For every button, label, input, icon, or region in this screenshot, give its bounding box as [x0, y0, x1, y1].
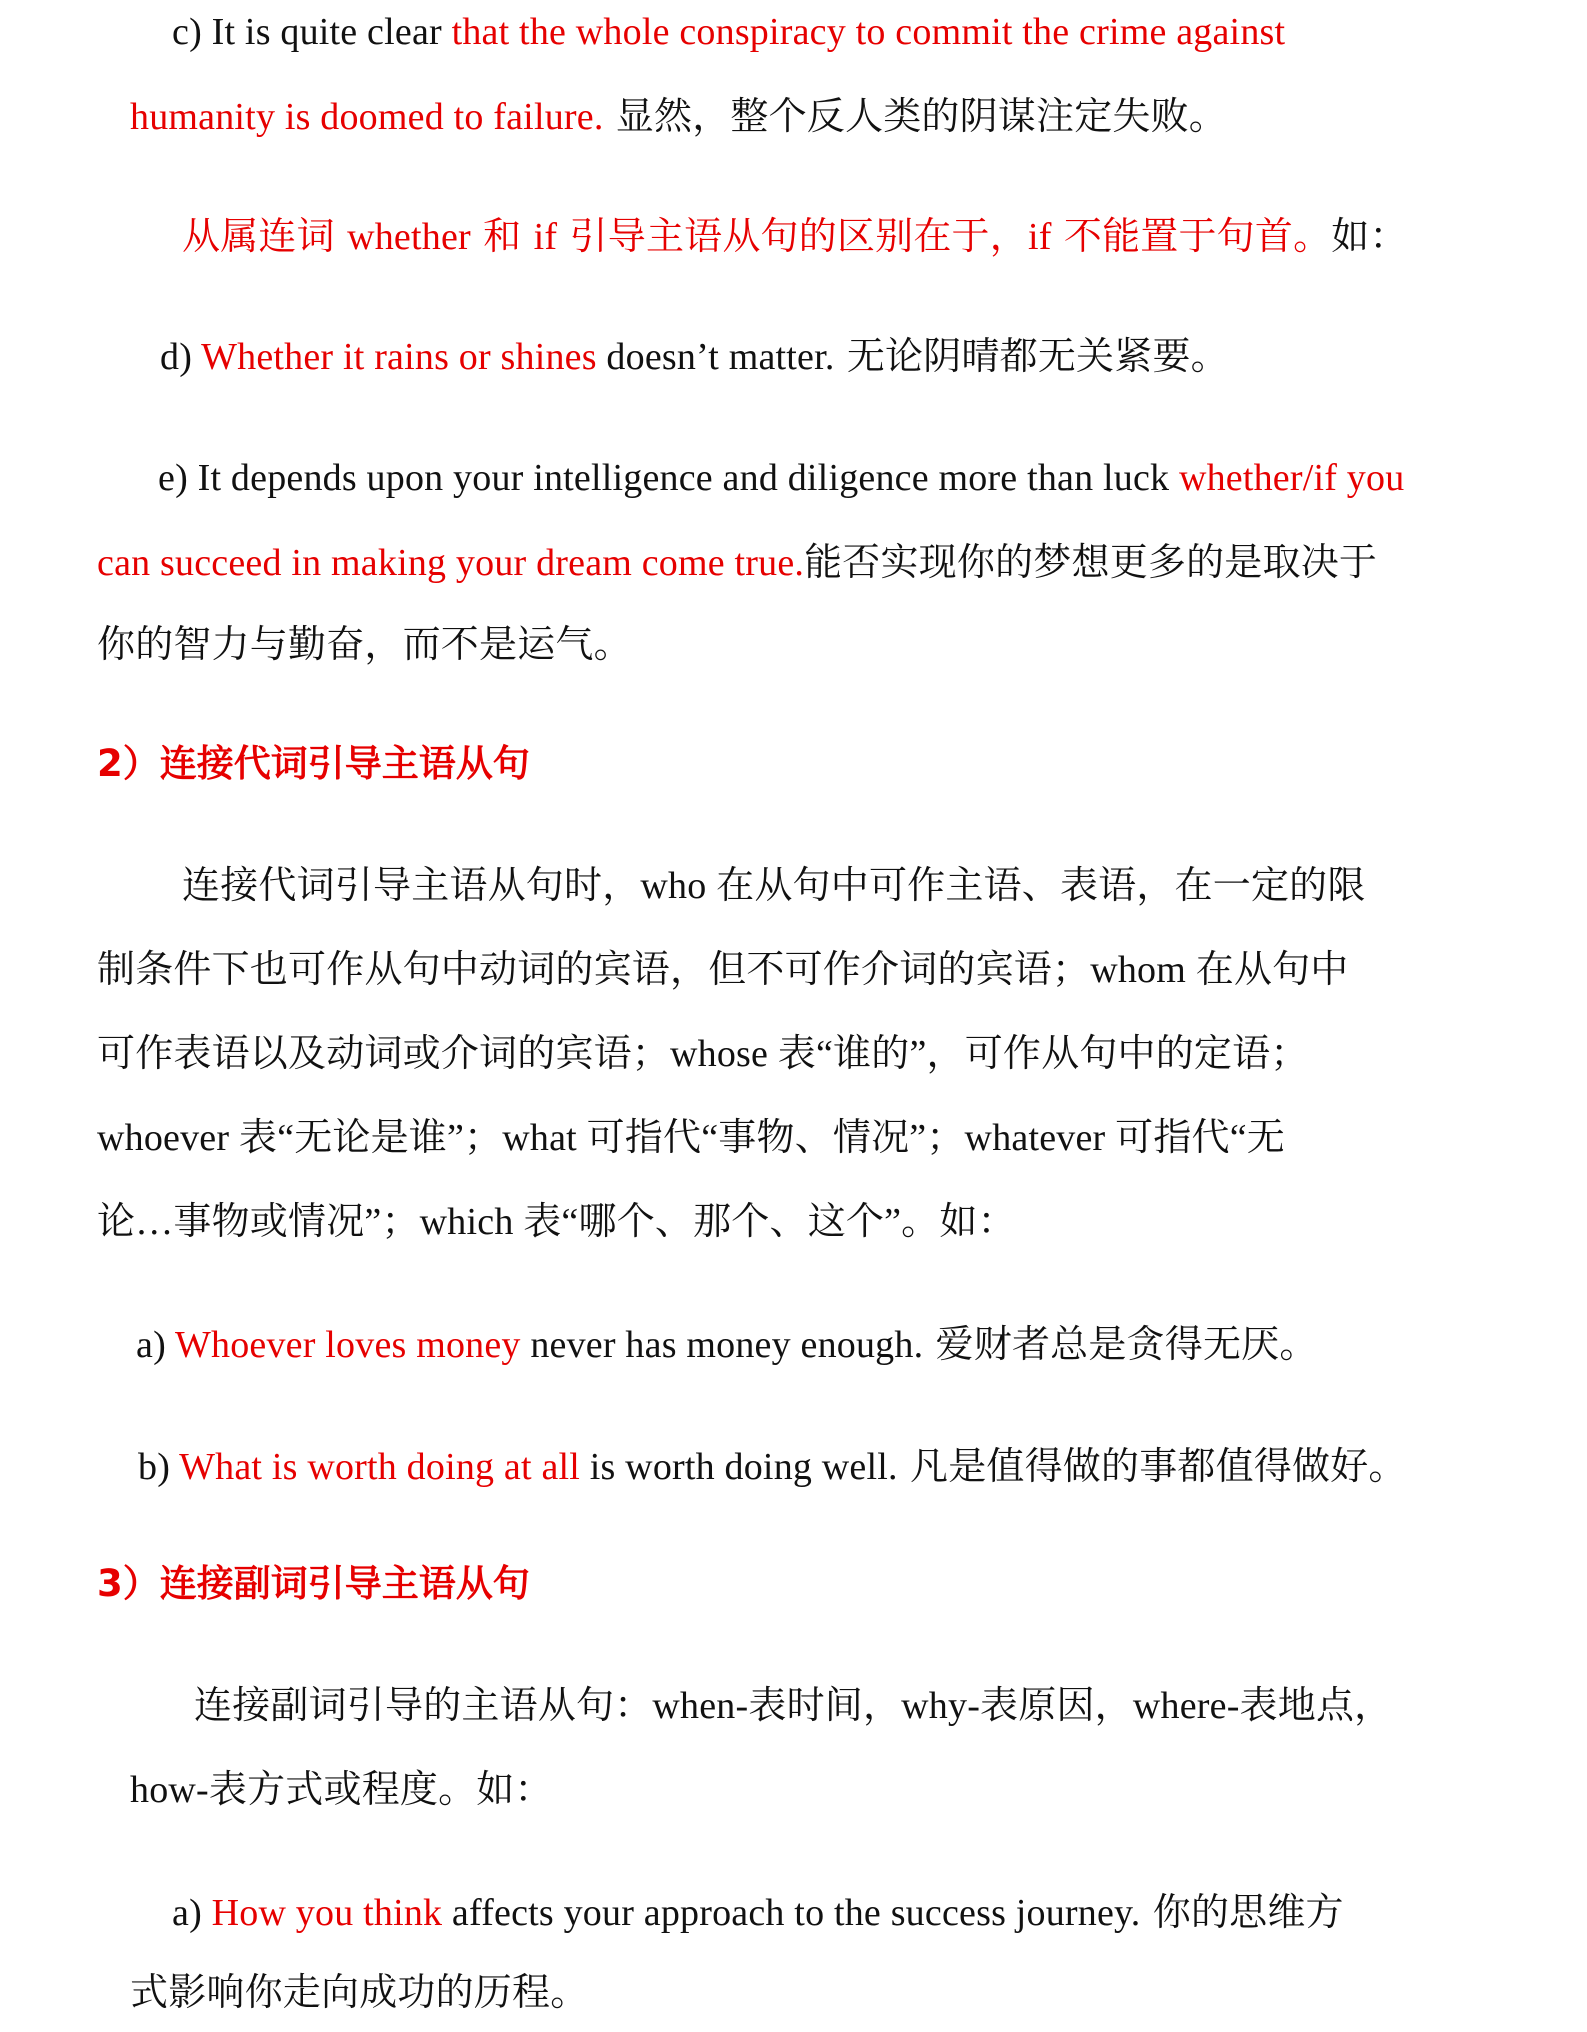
para2-line4: whoever 表“无论是谁”；what 可指代“事物、情况”；whatever 可指代“无: [97, 1117, 1285, 1159]
example-2b-translation: 凡是值得做的事都值得做好。: [897, 1444, 1407, 1488]
example-2a-label: a): [136, 1324, 175, 1366]
example-e-line2: [97, 538, 1377, 587]
note-red-en1: whether: [347, 216, 471, 258]
example-3a-english: affects your approach to the success journey.: [442, 1892, 1141, 1934]
para2-line2: 制条件下也可作从句中动词的宾语，但不可作介词的宾语；whom 在从句中: [97, 949, 1349, 991]
example-2a-line: [136, 1320, 1318, 1369]
note-red-zh3: 引导主语从句的区别在于，: [557, 214, 1028, 258]
example-3a-red: How you think: [211, 1892, 443, 1934]
note-red-zh1: 从属连词: [182, 214, 348, 258]
example-c-red-part2: humanity is doomed to failure.: [130, 96, 604, 138]
section-heading-3: 3）连接副词引导主语从句: [97, 1562, 530, 1605]
example-2a-translation: 爱财者总是贪得无厌。: [923, 1322, 1318, 1366]
example-2b-label: b): [138, 1446, 180, 1488]
example-2a-red: Whoever loves money: [174, 1324, 521, 1366]
example-e-red-part1: whether/if you: [1178, 457, 1405, 499]
example-d-label: d): [160, 336, 202, 378]
example-3a-label: a): [172, 1892, 212, 1934]
para2-line1: 连接代词引导主语从句时，who 在从句中可作主语、表语，在一定的限: [182, 865, 1366, 907]
example-2b-red: What is worth doing at all: [179, 1446, 581, 1488]
example-c-line2: [130, 92, 1227, 141]
example-e-translation-part1: 能否实现你的梦想更多的是取决于: [804, 540, 1378, 584]
example-c-label: c) It is quite clear: [172, 11, 452, 53]
example-3a-line1: [172, 1888, 1344, 1937]
example-3a-translation-part1: 你的思维方: [1140, 1890, 1344, 1934]
example-e-label: e) It depends upon your intelligence and diligence more than luck: [158, 457, 1179, 499]
example-d-english: doesn’t matter.: [596, 336, 835, 378]
whether-if-note: [182, 212, 1408, 261]
note-red-en2: if: [533, 216, 558, 258]
example-3a-translation-part2: 式影响你走向成功的历程。: [130, 1970, 589, 2014]
para3-line2: how-表方式或程度。如：: [130, 1769, 553, 1811]
example-c-red-part1: that the whole conspiracy to commit the crime against: [451, 11, 1286, 53]
para2-line3: 可作表语以及动词或介词的宾语；whose 表“谁的”，可作从句中的定语；: [97, 1033, 1309, 1075]
note-red-zh4: 不能置于句首。: [1051, 214, 1332, 258]
section-heading-2: 2）连接代词引导主语从句: [97, 742, 530, 785]
example-d-red: Whether it rains or shines: [201, 336, 597, 378]
example-e-translation-part2: 你的智力与勤奋，而不是运气。: [97, 622, 632, 666]
example-c-line1: [172, 8, 1285, 56]
note-black: 如：: [1331, 214, 1408, 258]
example-c-translation: 显然，整个反人类的阴谋注定失败。: [603, 94, 1228, 138]
example-e-red-part2: can succeed in making your dream come true.: [97, 542, 805, 584]
note-red-en3: if: [1027, 216, 1052, 258]
example-d-line: [160, 332, 1229, 381]
example-2b-english: is worth doing well.: [580, 1446, 898, 1488]
example-e-line1: [158, 454, 1404, 502]
para2-line5: 论…事物或情况”；which 表“哪个、那个、这个”。如：: [97, 1201, 1016, 1243]
example-2b-line: [138, 1442, 1407, 1491]
note-red-zh2: 和: [470, 214, 534, 258]
example-d-translation: 无论阴晴都无关紧要。: [834, 334, 1229, 378]
example-2a-english: never has money enough.: [520, 1324, 924, 1366]
para3-line1: 连接副词引导的主语从句：when-表时间，why-表原因，where-表地点，: [194, 1685, 1393, 1727]
